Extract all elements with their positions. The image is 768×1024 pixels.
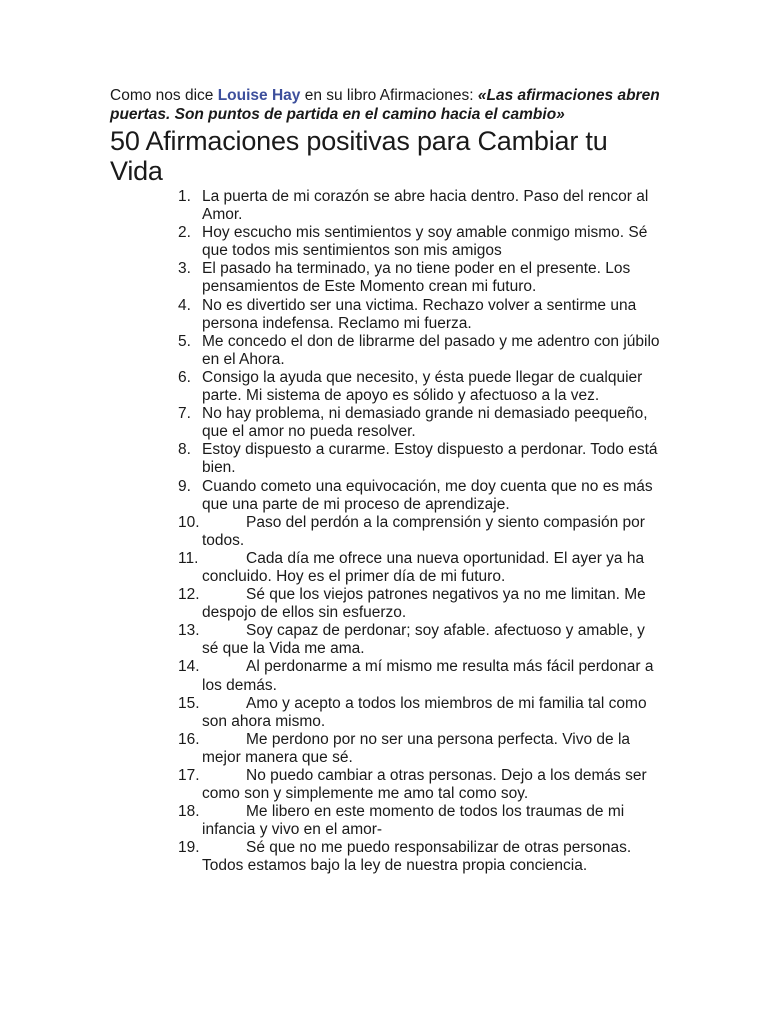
intro-middle: en su libro Afirmaciones:: [300, 87, 478, 104]
list-item: [110, 550, 660, 586]
list-item-text: La puerta de mi corazón se abre hacia dentro. Paso del rencor al Amor.: [202, 188, 649, 224]
list-item-text: Al perdonarme a mí mismo me resulta más fácil perdonar a los demás.: [202, 658, 654, 694]
list-item-number: 4.: [178, 296, 191, 314]
list-item-text: Cuando cometo una equivocación, me doy cuenta que no es más que una parte de mi proceso de aprendizaje.: [202, 477, 653, 513]
affirmations-list: [110, 188, 660, 876]
list-item-text: Me libero en este momento de todos los traumas de mi infancia y vivo en el amor-: [202, 803, 625, 839]
list-item-number: 18.: [178, 803, 200, 821]
list-item-number: 9.: [178, 477, 191, 495]
list-item-number: 5.: [178, 332, 191, 350]
list-item-number: 1.: [178, 188, 191, 205]
list-item: [110, 767, 660, 803]
author-link[interactable]: Louise Hay: [217, 87, 301, 104]
list-item-number: 15.: [178, 694, 200, 712]
list-item-text: Estoy dispuesto a curarme. Estoy dispuesto a perdonar. Todo está bien.: [202, 441, 658, 477]
list-item: [110, 297, 660, 333]
list-item: [110, 333, 660, 369]
list-item-text: Consigo la ayuda que necesito, y ésta puede llegar de cualquier parte. Mi sistema de apoyo es sólido y afectuoso a la vez.: [202, 368, 643, 405]
list-item: [110, 658, 660, 694]
list-item-text: Sé que no me puedo responsabilizar de otras personas. Todos estamos bajo la ley de nuestra propia conciencia.: [202, 839, 632, 875]
list-item: [110, 260, 660, 296]
list-item-text: Me concedo el don de librarme del pasado y me adentro con júbilo en el Ahora.: [202, 332, 660, 368]
list-item-number: 7.: [178, 405, 191, 423]
intro-paragraph: [110, 86, 660, 124]
list-item-number: 19.: [178, 839, 200, 857]
intro-prefix: Como nos dice: [110, 87, 218, 104]
list-item: [110, 695, 660, 731]
list-item: [110, 441, 660, 477]
list-item-number: 16.: [178, 730, 200, 748]
list-item-text: Paso del perdón a la comprensión y siento compasión por todos.: [202, 513, 645, 549]
intro-quote: «Las afirmaciones abren puertas. Son puntos de partida en el camino hacia el cambio»: [110, 87, 660, 123]
list-item-number: 13.: [178, 622, 200, 640]
list-item: [110, 369, 660, 405]
list-item: [110, 514, 660, 550]
list-item: [110, 839, 660, 875]
document-page: [110, 86, 660, 876]
list-item-number: 11.: [178, 549, 199, 567]
list-item-number: 3.: [178, 260, 191, 278]
list-item: [110, 803, 660, 839]
list-item-number: 14.: [178, 658, 200, 676]
list-item-text: Cada día me ofrece una nueva oportunidad. El ayer ya ha concluido. Hoy es el primer día de mi futuro.: [202, 549, 645, 585]
list-item: [110, 405, 660, 441]
list-item-text: Amo y acepto a todos los miembros de mi familia tal como son ahora mismo.: [202, 694, 647, 730]
list-item: [110, 586, 660, 622]
list-item-text: No puedo cambiar a otras personas. Dejo a los demás ser como son y simplemente me amo tal como soy.: [202, 767, 647, 803]
list-item-number: 12.: [178, 586, 200, 604]
list-item-text: Hoy escucho mis sentimientos y soy amable conmigo mismo. Sé que todos mis sentimientos son mis amigos: [202, 224, 648, 260]
list-item: [110, 622, 660, 658]
list-item-number: 8.: [178, 441, 191, 459]
list-item-text: Soy capaz de perdonar; soy afable. afectuoso y amable, y sé que la Vida me ama.: [202, 622, 645, 658]
list-item: [110, 731, 660, 767]
list-item-number: 6.: [178, 368, 191, 386]
list-item-text: Sé que los viejos patrones negativos ya no me limitan. Me despojo de ellos sin esfuerzo.: [202, 586, 646, 622]
list-item-text: Me perdono por no ser una persona perfecta. Vivo de la mejor manera que sé.: [202, 730, 631, 766]
list-item-number: 17.: [178, 767, 200, 784]
list-item-text: El pasado ha terminado, ya no tiene poder en el presente. Los pensamientos de Este Momento crean mi futuro.: [202, 260, 631, 296]
list-item-number: 10.: [178, 513, 200, 531]
list-item: [110, 188, 660, 224]
list-item: [110, 224, 660, 260]
list-item: [110, 478, 660, 514]
list-item-text: No hay problema, ni demasiado grande ni demasiado peequeño, que el amor no pueda resolver.: [202, 405, 648, 441]
page-title: 50 Afirmaciones positivas para Cambiar tu Vida: [110, 126, 608, 186]
list-item-text: No es divertido ser una victima. Rechazo volver a sentirme una persona indefensa. Reclamo mi fuerza.: [202, 296, 637, 332]
list-item-number: 2.: [178, 224, 191, 242]
